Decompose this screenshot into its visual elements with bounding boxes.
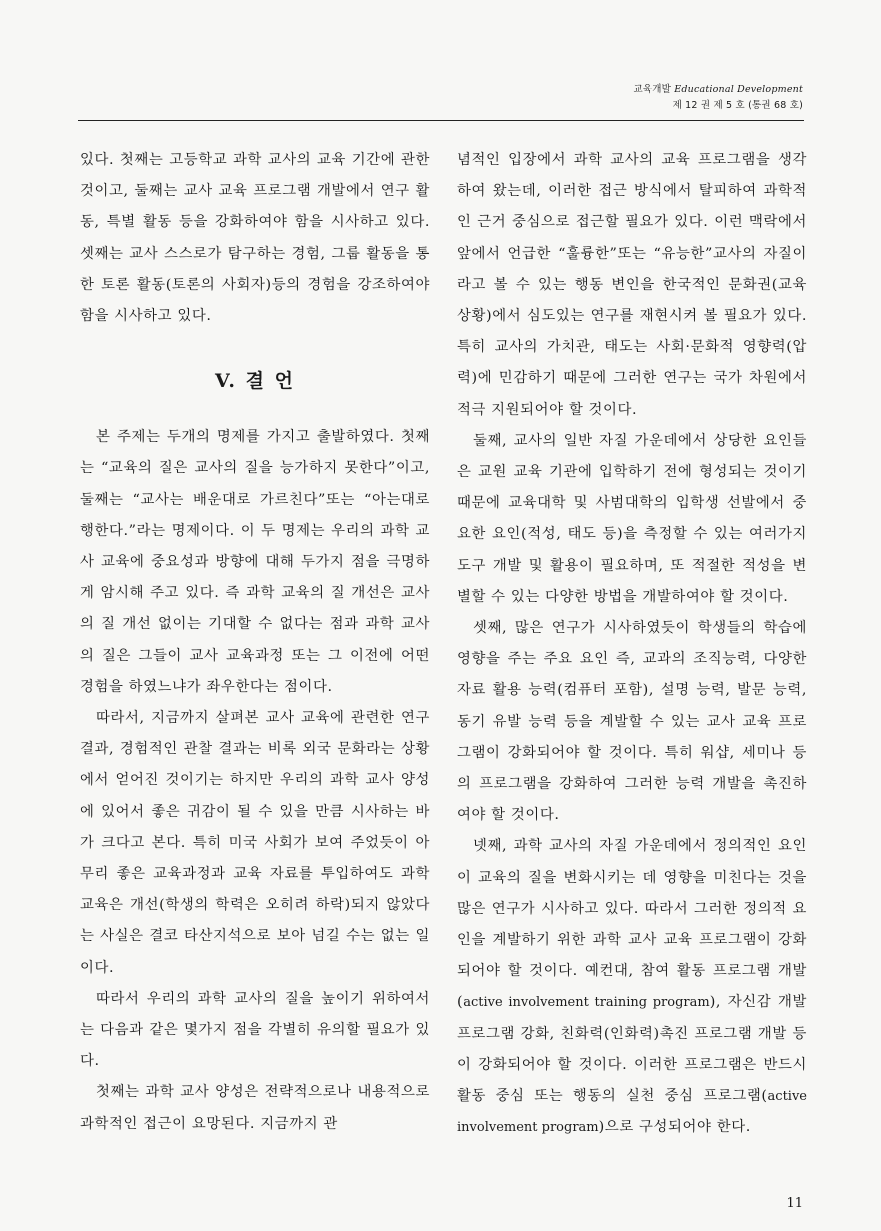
paragraph: 둘째, 교사의 일반 자질 가운데에서 상당한 요인들은 교원 교육 기관에 입학하기 전에 형성되는 것이기 때문에 교육대학 및 사범대학의 입학생 선발에서 중요한 요인(적성, 태도 등)을 측정할 수 있는 여러가지 도구 개발 및 활용이 필요하며, 또 적절한 적성을 변별할 수 있는 다양한 방법을 개발하여야 할 것이다. [457,432,807,605]
text-run: 넷째, 과학 교사의 자질 가운데에서 정의적인 요인이 교육의 질을 변화시키는 데 영향을 미친다는 것을 많은 연구가 시사하고 있다. 따라서 그러한 정의적 요인을 계발하기 위한 과학 교사 교육 프로그램이 강화되어야 할 것이다. 예컨대, 참여 활동 프로그램 개발( [457,838,807,1011]
section-heading: V. 결 언 [215,370,295,393]
issue-info: 제 12 권 제 5 호 (통권 68 호) [672,100,803,111]
paragraph: 따라서, 지금까지 살펴본 교사 교육에 관련한 연구 결과, 경험적인 관찰 결과는 비록 외국 문화라는 상황에서 얻어진 것이기는 하지만 우리의 과학 교사 양성에 있어서 좋은 귀감이 될 수 있을 만큼 시사하는 바가 크다고 본다. 특히 미국 사회가 보여 주었듯이 아무리 좋은 교육과정과 교육 자료를 투입하여도 과학 교육은 개선(학생의 학력은 오히려 하락)되지 않았다는 사실은 결코 타산지석으로 보아 넘길 수는 없는 일이다. [80,710,430,976]
text-run: ), 자신감 개발 프로그램 강화, 친화력(인화력)촉진 프로그램 개발 등이 강화되어야 할 것이다. 이러한 프로그램은 반드시 활동 중심 또는 행동의 실천 중심 프로그램( [457,994,807,1105]
text-run: )으로 구성되어야 한다. [598,1119,751,1136]
english-term: active involvement program [457,1089,807,1136]
english-term: active involvement training program [463,995,710,1011]
running-header [633,82,803,114]
journal-title-ko: 교육개발 [633,84,671,95]
paragraph: 첫째는 과학 교사 양성은 전략적으로나 내용적으로 과학적인 접근이 요망된다. 지금까지 관 [80,1084,430,1132]
journal-title [633,82,803,98]
paragraph [457,831,807,1143]
paragraph: 념적인 입장에서 과학 교사의 교육 프로그램을 생각하여 왔는데, 이러한 접근 방식에서 탈피하여 과학적인 근거 중심으로 접근할 필요가 있다. 이런 맥락에서 앞에서 언급한 “훌륭한”또는 “유능한”교사의 자질이라고 볼 수 있는 행동 변인을 한국적인 문화권(교육 상황)에서 심도있는 연구를 재현시켜 볼 필요가 있다. 특히 교사의 가치관, 태도는 사회·문화적 영향력(압력)에 민감하기 때문에 그러한 연구는 국가 차원에서 적극 지원되어야 할 것이다. [457,152,807,418]
journal-title-en: Educational Development [674,84,803,95]
right-column [457,145,807,1144]
paragraph: 셋째, 많은 연구가 시사하였듯이 학생들의 학습에 영향을 주는 주요 요인 즉, 교과의 조직능력, 다양한 자료 활용 능력(컴퓨터 포함), 설명 능력, 발문 능력, 동기 유발 능력 등을 계발할 수 있는 교사 교육 프로그램이 강화되어야 할 것이다. 특히 워샵, 세미나 등의 프로그램을 강화하여 그러한 능력 개발을 촉진하여야 할 것이다. [457,620,807,824]
paragraph: 본 주제는 두개의 명제를 가지고 출발하였다. 첫째는 “교육의 질은 교사의 질을 능가하지 못한다”이고, 둘째는 “교사는 배운대로 가르친다”또는 “아는대로 행한다.”라는 명제이다. 이 두 명제는 우리의 과학 교사 교육에 중요성과 방향에 대해 두가지 점을 극명하게 암시해 주고 있다. 즉 과학 교육의 질 개선은 교사의 질 개선 없이는 기대할 수 없다는 점과 과학 교사의 질은 그들이 교사 교육과정 또는 그 이전에 어떤 경험을 하였느냐가 좌우한다는 점이다. [80,429,430,695]
page-number: 11 [786,1196,803,1211]
header-rule [78,120,804,121]
paragraph: 있다. 첫째는 고등학교 과학 교사의 교육 기간에 관한 것이고, 둘째는 교사 교육 프로그램 개발에서 연구 활동, 특별 활동 등을 강화하여야 함을 시사하고 있다. 셋째는 교사 스스로가 탐구하는 경험, 그룹 활동을 통한 토론 활동(토론의 사회자)등의 경험을 강조하여야 함을 시사하고 있다. [80,152,430,325]
paragraph: 따라서 우리의 과학 교사의 질을 높이기 위하여서는 다음과 같은 몇가지 점을 각별히 유의할 필요가 있다. [80,990,430,1070]
left-column [80,145,430,1140]
